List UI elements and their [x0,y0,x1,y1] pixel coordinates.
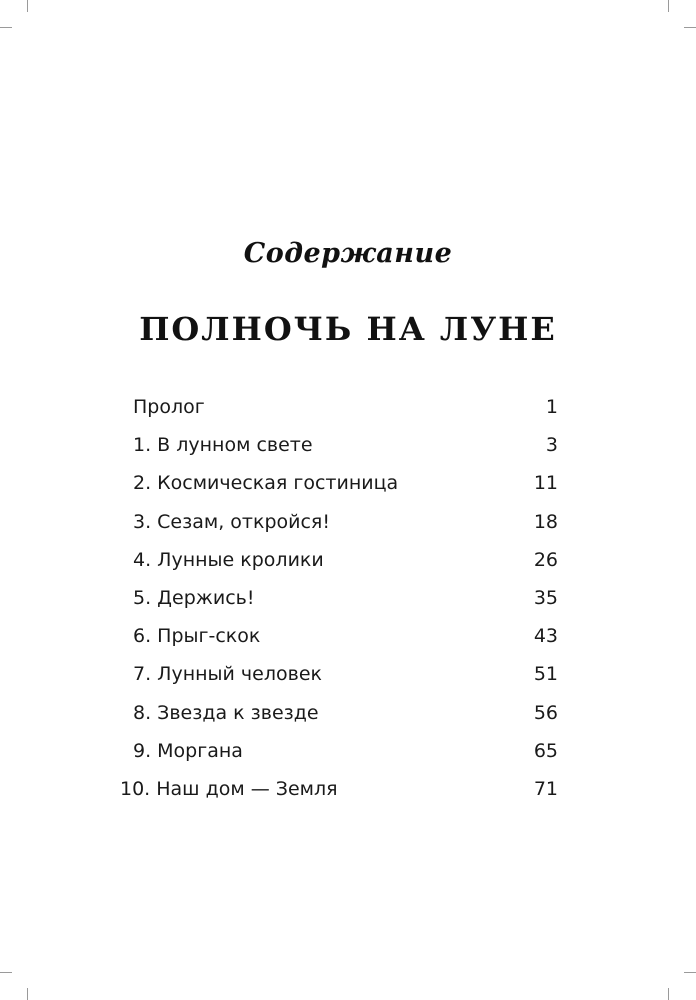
toc-entry-chapter-5[interactable] [120,579,558,617]
contents-heading: Содержание [243,238,453,269]
toc-entry-title: 6. Прыг-скок [133,625,261,648]
crop-mark-bottom-right-h [684,972,696,973]
toc-entry-chapter-2[interactable] [120,464,558,502]
toc-entry-title: 5. Держись! [133,586,255,609]
toc-entry-chapter-7[interactable] [120,655,558,693]
toc-entry-page: 18 [533,510,558,533]
toc-entry-chapter-8[interactable] [120,694,558,732]
toc-entry-page: 26 [533,548,558,571]
toc-entry-title: 10. Наш дом — Земля [120,777,338,800]
toc-entry-title: Пролог [133,396,205,418]
crop-mark-bottom-left-h [0,972,12,973]
toc-entry-page: 3 [545,434,558,457]
toc-entry-title: 2. Космическая гостиница [133,472,399,495]
toc-entry-title: 8. Звезда к звезде [133,701,319,724]
toc-entry-page: 43 [533,625,558,648]
toc-entry-title: 3. Сезам, откройся! [133,510,330,533]
toc-entry-chapter-10[interactable] [120,770,558,808]
toc-entry-chapter-4[interactable] [120,541,558,579]
toc-entry-prologue[interactable] [120,388,558,426]
toc-entry-chapter-6[interactable] [120,617,558,655]
toc-entry-page: 71 [533,777,558,800]
toc-entry-chapter-1[interactable] [120,426,558,464]
table-of-contents [120,388,558,808]
book-title: ПОЛНОЧЬ НА ЛУНЕ [139,310,557,348]
crop-mark-bottom-left [27,988,28,1000]
toc-entry-title: 4. Лунные кролики [133,548,324,571]
toc-entry-page: 11 [533,472,558,495]
crop-mark-bottom-right [668,988,669,1000]
crop-mark-top-left [27,0,28,12]
toc-entry-title: 9. Моргана [133,739,243,762]
crop-mark-top-left-h [0,27,12,28]
toc-entry-page: 51 [533,663,558,686]
toc-entry-chapter-3[interactable] [120,503,558,541]
crop-mark-top-right-h [684,27,696,28]
toc-entry-page: 65 [533,739,558,762]
toc-entry-page: 56 [533,701,558,724]
toc-entry-page: 1 [545,396,558,418]
toc-entry-chapter-9[interactable] [120,732,558,770]
toc-entry-title: 7. Лунный человек [133,663,322,686]
toc-entry-page: 35 [533,586,558,609]
toc-entry-title: 1. В лунном свете [133,434,313,457]
crop-mark-top-right [668,0,669,12]
